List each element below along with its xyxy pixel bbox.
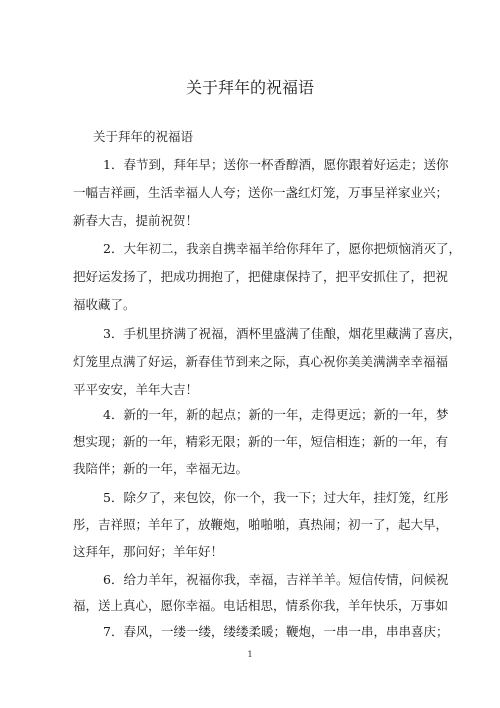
paragraph-3-line-2: 灯笼里点满了好运，新春佳节到来之际，真心祝你美美满满幸幸福福 xyxy=(73,354,449,369)
paragraph-1-line-1: 1．春节到，拜年早；送你一杯香醇酒，愿你跟着好运走；送你 xyxy=(103,157,449,172)
paragraph-3-line-1: 3．手机里挤满了祝福，酒杯里盛满了佳酿，烟花里藏满了喜庆， xyxy=(103,326,461,341)
page-number: 1 xyxy=(247,650,253,659)
paragraph-6-line-2: 福，送上真心，愿你幸福。电话相思，情系你我，羊年快乐，万事如 xyxy=(73,598,449,613)
paragraph-4-line-2: 想实现；新的一年，精彩无限；新的一年，短信相连；新的一年，有 xyxy=(73,434,449,449)
paragraph-3-line-3: 平平安安，羊年大吉！ xyxy=(73,382,199,397)
paragraph-2-line-1: 2．大年初二，我亲自携幸福羊给你拜年了，愿你把烦恼消灭了， xyxy=(103,241,461,256)
paragraph-4-line-3: 我陪伴；新的一年，幸福无边。 xyxy=(73,461,249,476)
paragraph-1-line-3: 新春大吉，提前祝贺！ xyxy=(73,213,199,228)
paragraph-7-line-1: 7．春风，一缕一缕，缕缕柔暖；鞭炮，一串一串，串串喜庆； xyxy=(103,624,449,639)
paragraph-5-line-3: 这拜年，那问好；羊年好！ xyxy=(73,544,224,559)
document-subtitle: 关于拜年的祝福语 xyxy=(93,129,194,144)
paragraph-5-line-1: 5．除夕了，来包饺，你一个，我一下；过大年，挂灯笼，红彤 xyxy=(103,490,449,505)
paragraph-2-line-3: 福收藏了。 xyxy=(73,297,136,312)
paragraph-6-line-1: 6．给力羊年，祝福你我，幸福，吉祥羊羊。短信传情，问候祝 xyxy=(103,572,449,587)
paragraph-5-line-2: 彤，吉祥照；羊年了，放鞭炮，啪啪啪，真热闹；初一了，起大早， xyxy=(73,517,449,532)
paragraph-2-line-2: 把好运发扬了，把成功拥抱了，把健康保持了，把平安抓住了，把祝 xyxy=(73,269,449,284)
paragraph-4-line-1: 4．新的一年，新的起点；新的一年，走得更远；新的一年，梦 xyxy=(103,407,449,422)
paragraph-1-line-2: 一幅吉祥画，生活幸福人人夸；送你一盏红灯笼，万事呈祥家业兴； xyxy=(73,185,449,200)
document-title: 关于拜年的祝福语 xyxy=(185,78,314,97)
